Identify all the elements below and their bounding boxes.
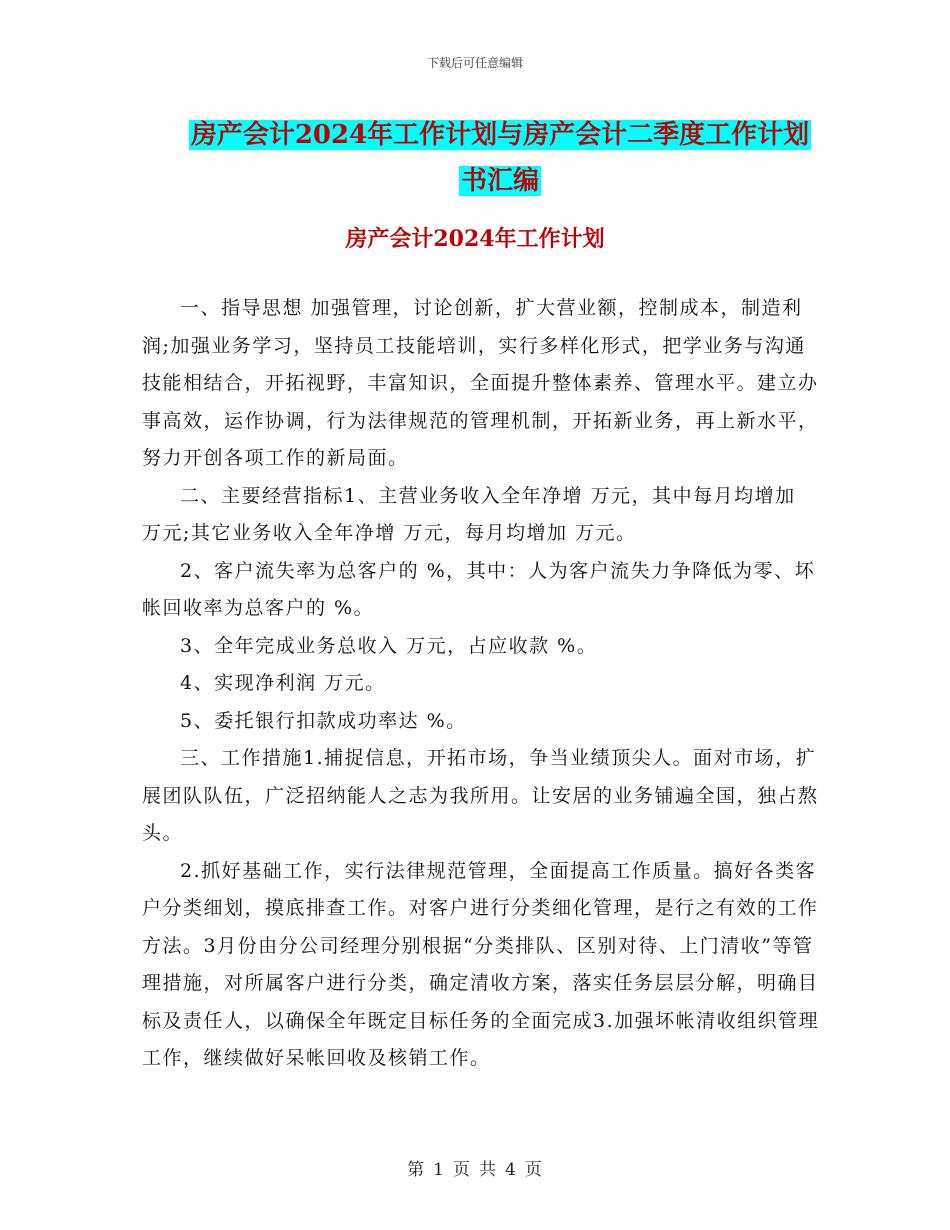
paragraph: 2.抓好基础工作，实行法律规范管理，全面提高工作质量。搞好各类客户分类细划，摸底排查工作。对客户进行分类细化管理，是行之有效的工作方法。3月份由分公司经理分别根据“分类排队、区别对待、上门清收”等管理措施，对所属客户进行分类，确定清收方案，落实任务层层分解，明确目标及责任人，以确保全年既定目标任务的全面完成3.加强坏帐清收组织管理工作，继续做好呆帐回收及核销工作。 <box>142 859 820 1069</box>
total-unit: 页 <box>524 1160 543 1180</box>
total-pages: 4 <box>505 1160 517 1180</box>
page-footer <box>0 1155 950 1180</box>
header-note: 下载后可任意编辑 <box>426 56 523 70</box>
page-number: 1 <box>433 1160 445 1180</box>
document-title <box>140 112 860 204</box>
paragraph: 3、全年完成业务总收入 万元，占应收款 %。 <box>180 634 598 657</box>
section-title: 房产会计2024年工作计划 <box>345 226 605 252</box>
paragraph: 5、委托银行扣款成功率达 %。 <box>180 709 467 732</box>
document-body <box>142 290 822 1078</box>
total-label: 共 <box>479 1160 497 1180</box>
document-title-line-1: 房产会计2024年工作计划与房产会计二季度工作计划 <box>190 120 810 150</box>
document-title-line-2: 书汇编 <box>460 166 539 196</box>
paragraph: 三、工作措施1.捕捉信息，开拓市场，争当业绩顶尖人。面对市场，扩展团队队伍，广泛招纳能人之志为我所用。让安居的业务铺遍全国，独占熬头。 <box>142 747 819 844</box>
paragraph: 4、实现净利润 万元。 <box>180 672 386 694</box>
page-label: 第 <box>407 1160 426 1180</box>
paragraph: 2、客户流失率为总客户的 %，其中：人为客户流失力争降低为零、坏帐回收率为总客户的 %。 <box>142 559 816 619</box>
paragraph: 一、指导思想 加强管理，讨论创新，扩大营业额，控制成本，制造利润;加强业务学习，坚持员工技能培训，实行多样化形式，把学业务与沟通技能相结合，开拓视野，丰富知识，全面提升整体素养、管理水平。建立办事高效，运作协调，行为法律规范的管理机制，开拓新业务，再上新水平，努力开创各项工作的新局面。 <box>142 297 819 469</box>
page-unit: 页 <box>453 1160 471 1180</box>
paragraph: 二、主要经营指标1、主营业务收入全年净增 万元，其中每月均增加 万元;其它业务收入全年净增 万元，每月均增加 万元。 <box>142 484 796 544</box>
